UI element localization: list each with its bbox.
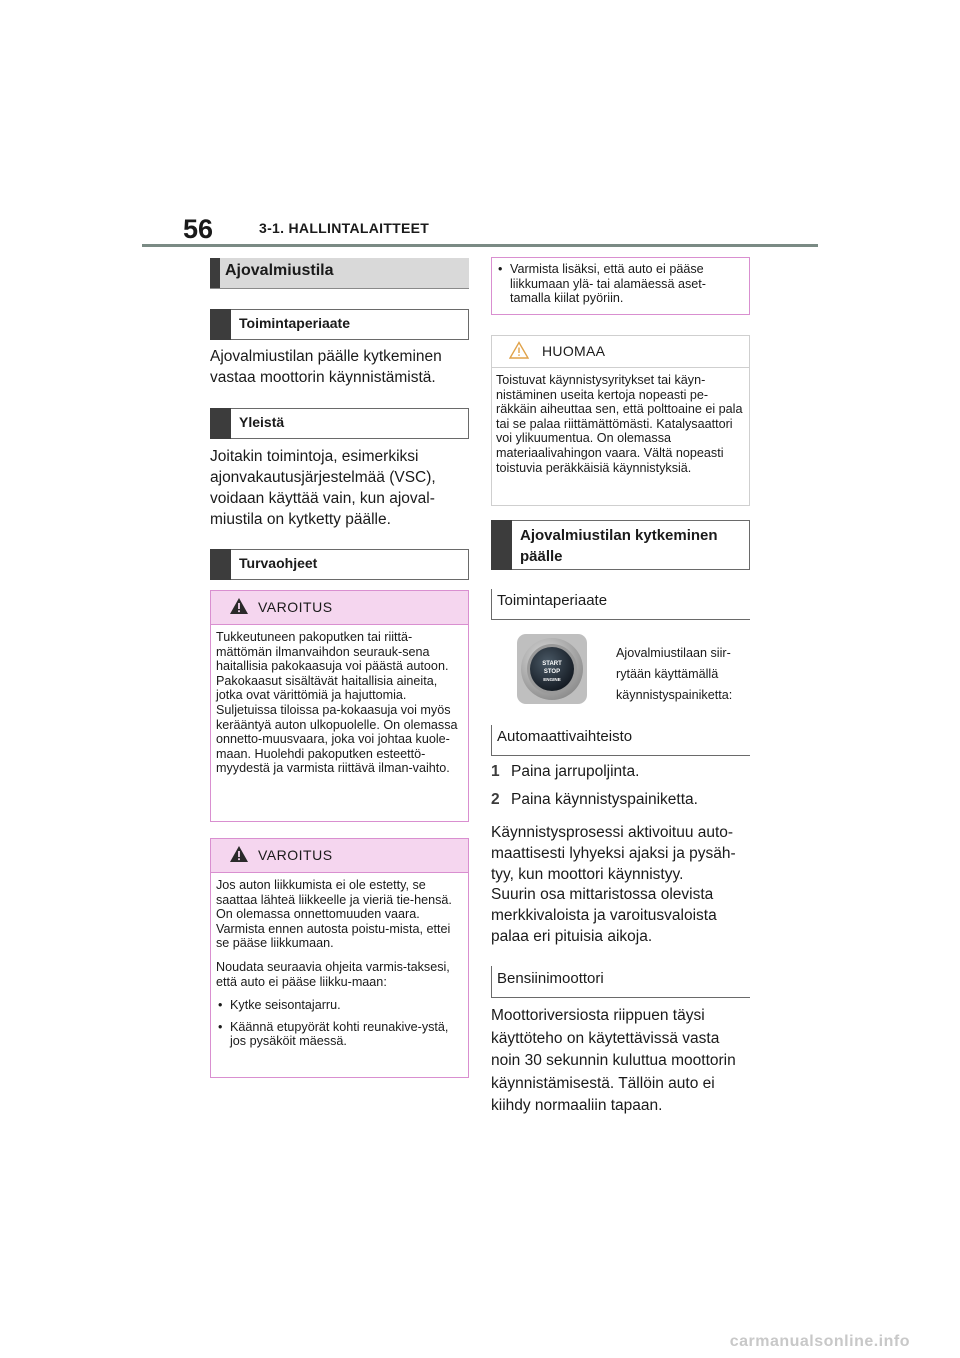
warning-box-rolling [210,838,469,1078]
paragraph-indicator-lights: Suurin osa mittaristossa olevista merkkivaloista ja varoitusvaloista palaa eri pituisia aikoja. [491,886,717,945]
minor-heading-text: Bensiinimoottori [497,970,604,987]
subheading-kytkeminen [491,520,750,570]
subheading-text: Yleistä [239,414,285,430]
start-label: START [542,661,562,667]
start-stop-button-image [517,634,587,704]
warning-continuation-box [491,257,750,315]
step-text: Paina jarrupoljinta. [511,763,640,780]
warning-text: Tukkeutuneen pakoputken tai riittä-mättömän ilmanvaihdon seurauk-sena haitallisia pakokaasuja voi päästä autoon. Pakokaasut sisältävät haitallisia aineita, jotka ovat värittömiä ja hajuttomia. Suljetuissa tiloissa pa-kokaasuja voi myös kerääntyä auton ulkopuolelle. On olemassa onnetto-muusvaara, joka voi johtaa kuole-maan. Huolehdi pakoputken esteettö-myydestä ja varmista riittävä ilman-vaihto. [216,630,458,776]
subheading-turvaohjeet [210,549,469,580]
warning-list-item: • Kytke seisontajarru. [216,998,464,1013]
step-text: Paina käynnistyspainiketta. [511,791,698,808]
subheading-text: Turvaohjeet [239,555,318,571]
subheading-toimintaperiaate [210,309,469,340]
subheading-text: Toimintaperiaate [239,315,350,331]
paragraph-start-process: Käynnistysprosessi aktivoituu auto-maattisesti lyhyeksi ajaksi ja pysäh-tyy, kun moottori käynnistyy. [491,824,736,883]
warning-box-exhaust [210,590,469,822]
heading-bar [210,258,220,288]
page-number: 56 [183,214,214,244]
minor-heading-text: Automaattivaihteisto [497,728,633,745]
notice-text: Toistuvat käynnistysyritykset tai käyn-nistäminen useita kertoja nopeasti pe-räkkäin aiheuttaa sen, että polttoaine ei pala tai se palaa riittämättömästi. Katalysaattori voi ylikuumentua. On olemassa materiaalivahingon vaara. Vältä nopeasti toistuvia peräkkäisiä käynnistyksiä. [496,373,743,475]
minor-heading-toimintaperiaate [491,589,750,620]
paragraph-general: Joitakin toimintoja, esimerkiksi ajonvakautusjärjestelmää (VSC), voidaan käyttää vain, kun ajoval-miustila on kytketty päälle. [210,448,436,528]
header-divider [142,244,818,247]
warning-paragraph: Noudata seuraavia ohjeita varmis-taksesi, että auto ei pääse liikku-maan: [216,959,450,989]
engine-label: ENGINE [543,677,561,682]
step-number: 2 [491,791,500,808]
watermark: carmanualsonline.info [729,1333,910,1350]
subheading-bar [210,309,231,340]
image-caption: Ajovalmiustilaan siir-rytään käyttämällä käynnistyspainiketta: [616,646,733,702]
notice-header [492,336,749,368]
warning-list-item: • Käännä etupyörät kohti reunakive-ystä, jos pysäköit mäessä. [216,1020,464,1049]
subheading-yleista [210,408,469,439]
stop-label: STOP [543,669,561,675]
subheading-text: Ajovalmiustilan kytkeminen päälle [520,527,718,565]
warning-paragraph: Jos auton liikkumista ei ole estetty, se saattaa lähteä liikkeelle ja vieriä tie-hensä. On olemassa onnettomuuden vaara. Varmista ennen autosta poistu-mista, ettei se pääse liikkumaan. [216,878,452,951]
warning-title: VAROITUS [258,599,333,615]
minor-heading-bensiinimoottori [491,966,750,998]
notice-box [491,335,750,506]
subheading-bar [210,408,231,439]
notice-title: HUOMAA [542,343,606,359]
warning-body [211,873,468,1062]
minor-heading-text: Toimintaperiaate [497,592,608,609]
step-item [491,791,698,809]
warning-triangle-icon [229,597,249,615]
warning-list-item: • Varmista lisäksi, että auto ei pääse liikkumaan ylä- tai alamäessä aset-tamalla kiilat pyöriin. [496,262,743,306]
paragraph-petrol-engine: Moottoriversiosta riippuen täysi käyttöteho on käytettävissä vasta noin 30 sekunnin kuluttua moottorin käynnistämisestä. Tällöin auto ei kiihdy normaaliin tapaan. [491,1007,736,1114]
warning-title: VAROITUS [258,847,333,863]
subheading-bar [210,549,231,580]
warning-list [216,998,464,1049]
step-number: 1 [491,763,500,780]
paragraph-principle: Ajovalmiustilan päälle kytkeminen vastaa moottorin käynnistämistä. [210,348,442,386]
step-item [491,763,639,781]
chapter-title: 3-1. HALLINTALAITTEET [259,220,430,236]
minor-heading-automaattivaihteisto [491,725,750,756]
warning-header [211,839,468,873]
caution-triangle-icon [509,341,529,359]
warning-triangle-icon [229,845,249,863]
section-heading-ajovalmiustila [210,258,469,289]
warning-header [211,591,468,625]
section-heading-text: Ajovalmiustila [225,262,334,279]
subheading-bar [491,520,512,570]
